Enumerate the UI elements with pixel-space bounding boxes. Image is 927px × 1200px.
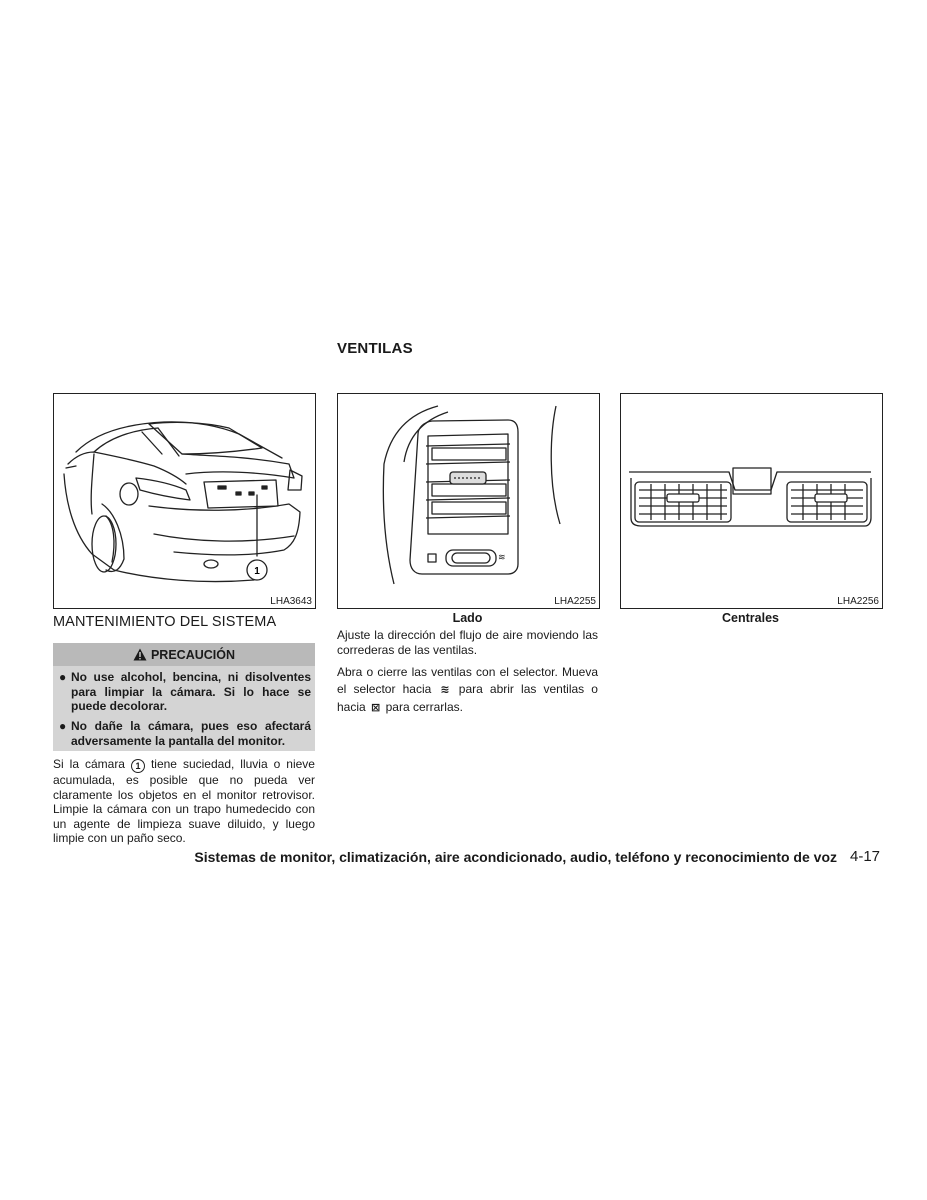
- maintenance-paragraph: [53, 757, 315, 846]
- figure-code: LHA2256: [837, 596, 879, 607]
- center-vents-illustration: [621, 394, 882, 608]
- camera-callout-inline: 1: [131, 759, 145, 773]
- figure-code: LHA3643: [270, 596, 312, 607]
- vents-paragraph-2: [337, 664, 598, 717]
- bullet-text: No use alcohol, bencina, ni disolventes para limpiar la cámara. Si lo hace se puede decolorar.: [71, 670, 311, 713]
- maintenance-heading: MANTENIMIENTO DEL SISTEMA: [53, 614, 277, 630]
- vent-open-icon: ≋: [440, 684, 450, 696]
- vent-close-icon: ⊠: [371, 702, 381, 714]
- caution-title: PRECAUCIÓN: [150, 647, 236, 662]
- car-figure: [53, 393, 316, 609]
- center-vents-caption: Centrales: [722, 611, 779, 625]
- side-vent-caption: Lado: [452, 611, 483, 625]
- caution-bullet: [59, 719, 311, 748]
- caution-box: [53, 643, 315, 751]
- bullet-dot: ●: [59, 719, 67, 733]
- bullet-text: No dañe la cámara, pues eso afectará adversamente la pantalla del monitor.: [71, 719, 311, 748]
- paragraph-part: Abra o cierre las ventilas con el selector. Mueva el selector hacia: [337, 665, 598, 696]
- chapter-title: Sistemas de monitor, climatización, aire acondicionado, audio, teléfono y reconocimiento de voz: [194, 849, 837, 865]
- page-number: 4-17: [850, 848, 881, 865]
- figure-code: LHA2255: [554, 596, 596, 607]
- car-rear-illustration: [54, 394, 315, 608]
- bullet-dot: ●: [59, 670, 67, 684]
- vents-paragraph-1: Ajuste la dirección del flujo de aire moviendo las correderas de las ventilas.: [337, 628, 598, 657]
- center-vents-figure: [620, 393, 883, 609]
- paragraph-start: Si la cámara: [53, 757, 125, 771]
- warning-icon: [133, 648, 147, 661]
- caution-bullet: [59, 670, 311, 714]
- camera-callout: 1: [254, 566, 260, 577]
- paragraph-part: para cerrarlas.: [385, 700, 463, 714]
- side-vent-illustration: [338, 394, 599, 608]
- svg-text:≋: ≋: [498, 553, 506, 563]
- caution-header: [53, 643, 315, 666]
- paragraph-rest: tiene suciedad, lluvia o nieve acumulada, es posible que no pueda ver claramente los objetos en el monitor retrovisor. Limpie la cámara con un trapo humedecido con un agente de limpieza suave diluido, y luego limpie con un paño seco.: [53, 757, 315, 845]
- section-title: VENTILAS: [337, 340, 413, 357]
- side-vent-figure: [337, 393, 600, 609]
- paragraph-part: para abrir las ventilas o hacia: [337, 682, 598, 714]
